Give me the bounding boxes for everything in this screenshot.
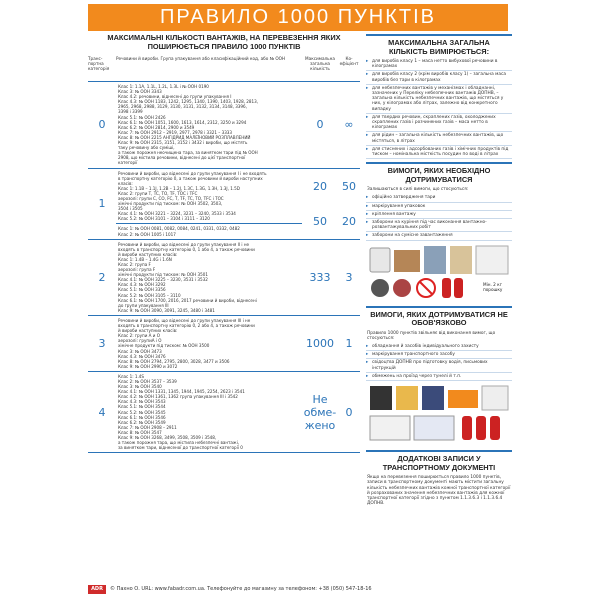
table-title: МАКСИМАЛЬНІ КІЛЬКОСТІ ВАНТАЖІВ, НА ПЕРЕВЕЗЕННЯ ЯКИХ ПОШИРЮЄТЬСЯ ПРАВИЛО 1000 ПУНКТІВ — [107, 33, 341, 51]
table-rows — [88, 82, 360, 453]
category-value: 3 — [98, 336, 106, 350]
goods-line: Клас 7: № ООН 2912 – 2919, 2977, 2978 і 3321 – 3333 — [118, 129, 233, 135]
goods-line: Клас 8: № ООН 3547 — [118, 429, 162, 435]
goods-line: Клас 6.2: № ООН 3549 — [118, 419, 166, 425]
goods-line: категорії — [118, 160, 138, 166]
goods-line: Клас 4.2: № ООН 1361, 1362 група упакування III і 3542 — [118, 394, 238, 400]
goods-line: входять в транспортну категорію 0, 1 або 4, а також речовини — [118, 246, 255, 252]
required-list — [366, 194, 512, 240]
goods-line: до групи упакування III — [118, 302, 169, 308]
goods-line: Клас 4.1: № ООН 3225 – 3230, 3531 і 3532 — [118, 277, 208, 283]
goods-line: Клас 9: № ООН 3268, 3499, 3508, 3509 і 3548, — [118, 435, 217, 440]
required-title: ВИМОГИ, ЯКИХ НЕОБХІДНО ДОТРИМУВАТИСЯ — [387, 166, 491, 184]
documents-text: Якщо на перевезення поширюється правило 1000 пунктів, записи в транспортному документі мають містити загальну кількість небезпечних вантажів кожної транспортної категорії й розрахованих значення небезпечних вантажів для кожної транспортної категорії згідно з пунктом 1.1.3.6.3 і 1.1.3.6.4 ДОПНВ. — [367, 475, 511, 507]
optional-list — [366, 343, 512, 381]
documents-title: ДОДАТКОВІ ЗАПИСИ У ТРАНСПОРТНОМУ ДОКУМЕНТІ — [382, 454, 496, 472]
total-sub: 50 — [313, 214, 327, 228]
goods-cell — [116, 82, 302, 168]
total-value — [302, 169, 338, 239]
list-item: ▸ обмежень на проїзд через тунелі й т.п. — [366, 373, 512, 381]
goods-cell — [116, 169, 302, 239]
goods-line: хімічне продукти під тиском: № ООН 3500 — [118, 343, 210, 349]
goods-line: за винятком тари, віднесеної до транспортної категорії 0 — [118, 445, 243, 451]
goods-line: входять в транспортну категорію 0, 2 або 4, а також речовини — [118, 323, 255, 329]
goods-line: хімічні продукти під тиском: № ООН 3502, 3503, — [118, 201, 223, 207]
goods-line: Клас 4.3: № ООН 3292 — [118, 282, 166, 288]
goods-line: а також порожня неочищена тара, за винятком тари під № ООН — [118, 150, 258, 156]
footer-text: © Пахно О. URL: www.fabadr.com.ua. Телефонуйте до магазину за телефоном: +38 (050) 547-18-16 — [110, 586, 372, 592]
table-row — [88, 372, 360, 453]
total-value: Не обме-жено — [303, 392, 337, 432]
goods-line: Клас 4.3: № ООН 3543 — [118, 399, 166, 405]
list-item: ▸ для стиснених і адсорбованих газів і хімічних продуктів під тиском – номінальна місткість посудин по воді в літрах — [366, 146, 512, 159]
goods-line: Клас 9: № ООН 2990 и 3072 — [118, 363, 178, 369]
goods-line: 2908, що містила речовини, віднесені до цієї транспортної — [118, 155, 246, 161]
goods-line: Клас 4.3: № ООН 1183, 1242, 1295, 1340, 1390, 1403, 1928, 2813, — [118, 99, 259, 105]
list-item: ▸ заборони на куріння під час виконання вантажно-розвантажувальних робіт — [366, 219, 512, 232]
goods-line: Клас 6.1: № ООН 3546 — [118, 414, 166, 420]
table-row — [88, 82, 360, 169]
optional-pictograms — [366, 381, 512, 447]
goods-line: 2965, 2968, 2988, 3129, 3130, 3131, 3132, 3134, 3148, 3396, — [118, 104, 247, 110]
goods-line: Клас 5.2: № ООН 3101 – 3104 і 3111 – 3120 — [118, 216, 210, 222]
goods-line: Клас 1: 1.1B – 1.1J, 1.2B – 1.2J, 1.3C, 1.3G, 1.3H, 1.3J, 1.5D — [118, 185, 240, 191]
list-item: ▸ для виробів класу 2 (крім виробів класу 1) – загальна маса виробів без тари в кілограмах — [366, 71, 512, 84]
goods-cell — [116, 240, 302, 315]
goods-line: Клас 5.1: № ООН 3356 — [118, 287, 166, 293]
category-value: 0 — [98, 118, 106, 132]
required-pictograms — [366, 241, 512, 303]
list-item: ▸ свідоцтва ДОПНВ про підготовку водія, письмових інструкцій — [366, 359, 512, 372]
goods-line: Клас 4.2: речовини, віднесені до групи упакування I — [118, 94, 232, 100]
category-value: 2 — [98, 270, 106, 284]
goods-line: Клас 1: 1.1A, 1.1L, 1.2L, 1.3L і № ООН 0190 — [118, 84, 209, 89]
goods-line: аерозолі: група F — [118, 267, 156, 273]
banner-title: ПРАВИЛО 1000 ПУНКТІВ — [88, 4, 508, 31]
goods-line: Клас 5.2: № ООН 3545 — [118, 409, 166, 415]
coefficient-value: 3 — [345, 270, 353, 284]
goods-cell — [116, 372, 302, 452]
coefficient-value: ∞ — [344, 118, 354, 132]
coefficient-value: 0 — [345, 405, 353, 419]
goods-cell — [116, 316, 302, 371]
goods-line: Клас 6.2: № ООН 2814, 2900 и 3549 — [118, 124, 195, 130]
goods-line: класів: — [118, 180, 133, 186]
total-main: 20 — [313, 179, 327, 193]
goods-line: Клас 5.1: № ООН 3544 — [118, 404, 166, 410]
list-item: ▸ маркірування упаковок — [366, 203, 512, 211]
list-item: ▸ кріплення вантажу — [366, 211, 512, 219]
measure-title: МАКСИМАЛЬНА ЗАГАЛЬНА КІЛЬКІСТЬ ВИМІРЮЄТЬСЯ: — [388, 38, 490, 56]
list-item: ▸ для небезпечних вантажів у механізмах і обладнанні, зазначених у Переліку небезпечних вантажів ДОПНВ, – загальна кількість небезпечних вантажів, що містяться у них, у кілограмах або літрах, залежно від конкретного випадку — [366, 85, 512, 114]
category-value: 4 — [98, 405, 106, 419]
list-item: ▸ для твердих речовин, скраплених газів, охолоджених скраплених газів і розчинених газів – маса нетто в кілограмах — [366, 114, 512, 133]
total-value: 0 — [316, 118, 324, 132]
goods-line: Клас 2: № ООН 1005 і 1017 — [118, 231, 176, 237]
list-item: ▸ обладнання й засобів індивідуального захисту — [366, 343, 512, 351]
header-total: Максимальна загальна кількість — [305, 56, 335, 71]
coefficient-value — [338, 169, 360, 239]
total-value: 1000 — [306, 336, 334, 350]
goods-line: 3398 і 3399 — [118, 109, 143, 115]
goods-line: Клас 2: групи T, TC, TO, TF, TOC і TFC — [118, 190, 198, 196]
adr-logo: ADR — [88, 585, 106, 594]
side-panel — [366, 34, 512, 579]
optional-box — [366, 306, 512, 447]
goods-line: й вироби наступних класів: — [118, 251, 178, 257]
goods-line: Клас 3: № ООН 3540 — [118, 384, 162, 390]
goods-line: Речовини й вироби, що віднесені до групи упакування III і не — [118, 317, 251, 323]
goods-line: таку речовину або суміші, — [118, 145, 175, 151]
goods-line: Клас 9: № ООН 3090, 3091, 3245, 3480 і 3481 — [118, 307, 215, 313]
goods-line: Клас 9: № ООН 2315, 3151, 3152 і 3432 і вироби, що містять — [118, 140, 248, 146]
goods-line: Клас 1: № ООН 0081, 0082, 0084, 0241, 0331, 0332, 0482 — [118, 226, 240, 232]
coefficient-value: 1 — [345, 336, 353, 350]
footer — [88, 583, 512, 595]
goods-line: й вироби наступних класів: — [118, 328, 178, 334]
goods-line: Речовини й вироби, що віднесені до групи упакування I і не входять — [118, 170, 267, 176]
required-box — [366, 162, 512, 302]
goods-line: Клас 6.1: № ООН 1700, 2016, 2017 речовини й вироби, віднесені — [118, 297, 257, 303]
optional-note: Правило 1000 пунктів звільняє від виконання вимог, що стосуються: — [367, 330, 496, 341]
table-row — [88, 240, 360, 316]
extinguisher-note: Мін. 2 кг порошку — [483, 281, 503, 292]
goods-line: Клас 6.1: № ООН 1051, 1600, 1613, 1614, 2312, 3250 и 3294 — [118, 119, 247, 125]
list-item: ▸ маркірування транспортного засобу — [366, 351, 512, 359]
list-item: ▸ офіційно затвердженя тари — [366, 194, 512, 202]
table-row — [88, 169, 360, 240]
measure-list — [366, 58, 512, 159]
goods-line: Клас 4.1: № ООН 1331, 1345, 1944, 1945, 2254, 2623 і 3541 — [118, 389, 245, 395]
goods-line: 3504 і 3505 — [118, 206, 143, 212]
header-coefficient: Ко-ефіцієнт — [339, 56, 359, 66]
goods-line: Речовини й вироби, що віднесені до групи упакування II і не — [118, 241, 250, 247]
header-category: Транс-портна категорія — [88, 56, 110, 71]
table-header — [88, 56, 360, 82]
category-value: 1 — [98, 197, 106, 211]
measure-box — [366, 34, 512, 159]
goods-line: Клас 8: № ООН 2794, 2795, 2800, 3028, 3477 и 3506 — [118, 358, 230, 364]
goods-line: хімічні продукти під тиском: № ООН 3501 — [118, 272, 208, 278]
documents-box — [366, 450, 512, 508]
goods-line: Клас 7: № ООН 2908 – 2911 — [118, 424, 177, 430]
goods-line: Клас 8: № ООН 2215 АНГІДРИД МАЛЕЇНОВИЙ РОЗПЛАВЛЕНИЙ — [118, 134, 251, 140]
optional-pictograms-icon — [368, 384, 510, 444]
list-item: ▸ заборони на сумісне завантаження — [366, 232, 512, 240]
optional-title: ВИМОГИ, ЯКИХ ДОТРИМУВАТИСЯ НЕ ОБОВ'ЯЗКОВО — [370, 309, 508, 328]
list-item: ▸ для виробів класу 1 – маса нетто вибухової речовини в кілограмах — [366, 58, 512, 71]
goods-line: Клас 2: група F — [118, 262, 151, 267]
goods-subgroup — [116, 223, 302, 236]
goods-line: Клас 5.1: № ООН 2426 — [118, 114, 166, 120]
goods-line: Клас 5.2: № ООН 3105 – 3110 — [118, 292, 181, 298]
goods-line: Клас 2: групи A и O — [118, 333, 160, 339]
goods-line: в транспортну категорію 0, а також речовини й вироби наступних — [118, 175, 263, 181]
total-value: 333 — [309, 270, 331, 284]
coef-sub: 20 — [342, 214, 356, 228]
goods-line: а також порожня тара, що містила небезпечні вантажі, — [118, 440, 240, 446]
table-row — [88, 316, 360, 372]
goods-line: аерозолі: групиA і O — [118, 338, 162, 344]
coef-main: 50 — [342, 179, 356, 193]
goods-line: Клас 3: № ООН 3343 — [118, 89, 162, 95]
required-note: Залишаються в силі вимоги, що стосуються: — [367, 187, 469, 193]
goods-line: Клас 1: 1.4B – 1.4G і 1.6N — [118, 256, 172, 262]
limits-table — [88, 34, 360, 579]
goods-line: Клас 4.1: № ООН 3221 – 3224, 3231 – 3240, 3533 і 3534 — [118, 211, 236, 217]
goods-line: Клас 4.3: № ООН 3476 — [118, 353, 166, 359]
goods-line: Клас 3: № ООН 3473 — [118, 348, 162, 354]
header-goods: Речовини й вироби. Група упакування або класифікаційний код, або № ООН — [116, 56, 286, 61]
goods-line: Клас 1: 1.4S — [118, 373, 144, 379]
goods-line: Клас 2: № ООН 3537 – 3539 — [118, 378, 177, 384]
goods-line: аерозолі: групи C, CO, FC, T, TF, TC, TO, TFC і TOC — [118, 195, 224, 201]
list-item: ▸ для рідин – загальна кількість небезпечних вантажів, що містяться, в літрах — [366, 132, 512, 145]
